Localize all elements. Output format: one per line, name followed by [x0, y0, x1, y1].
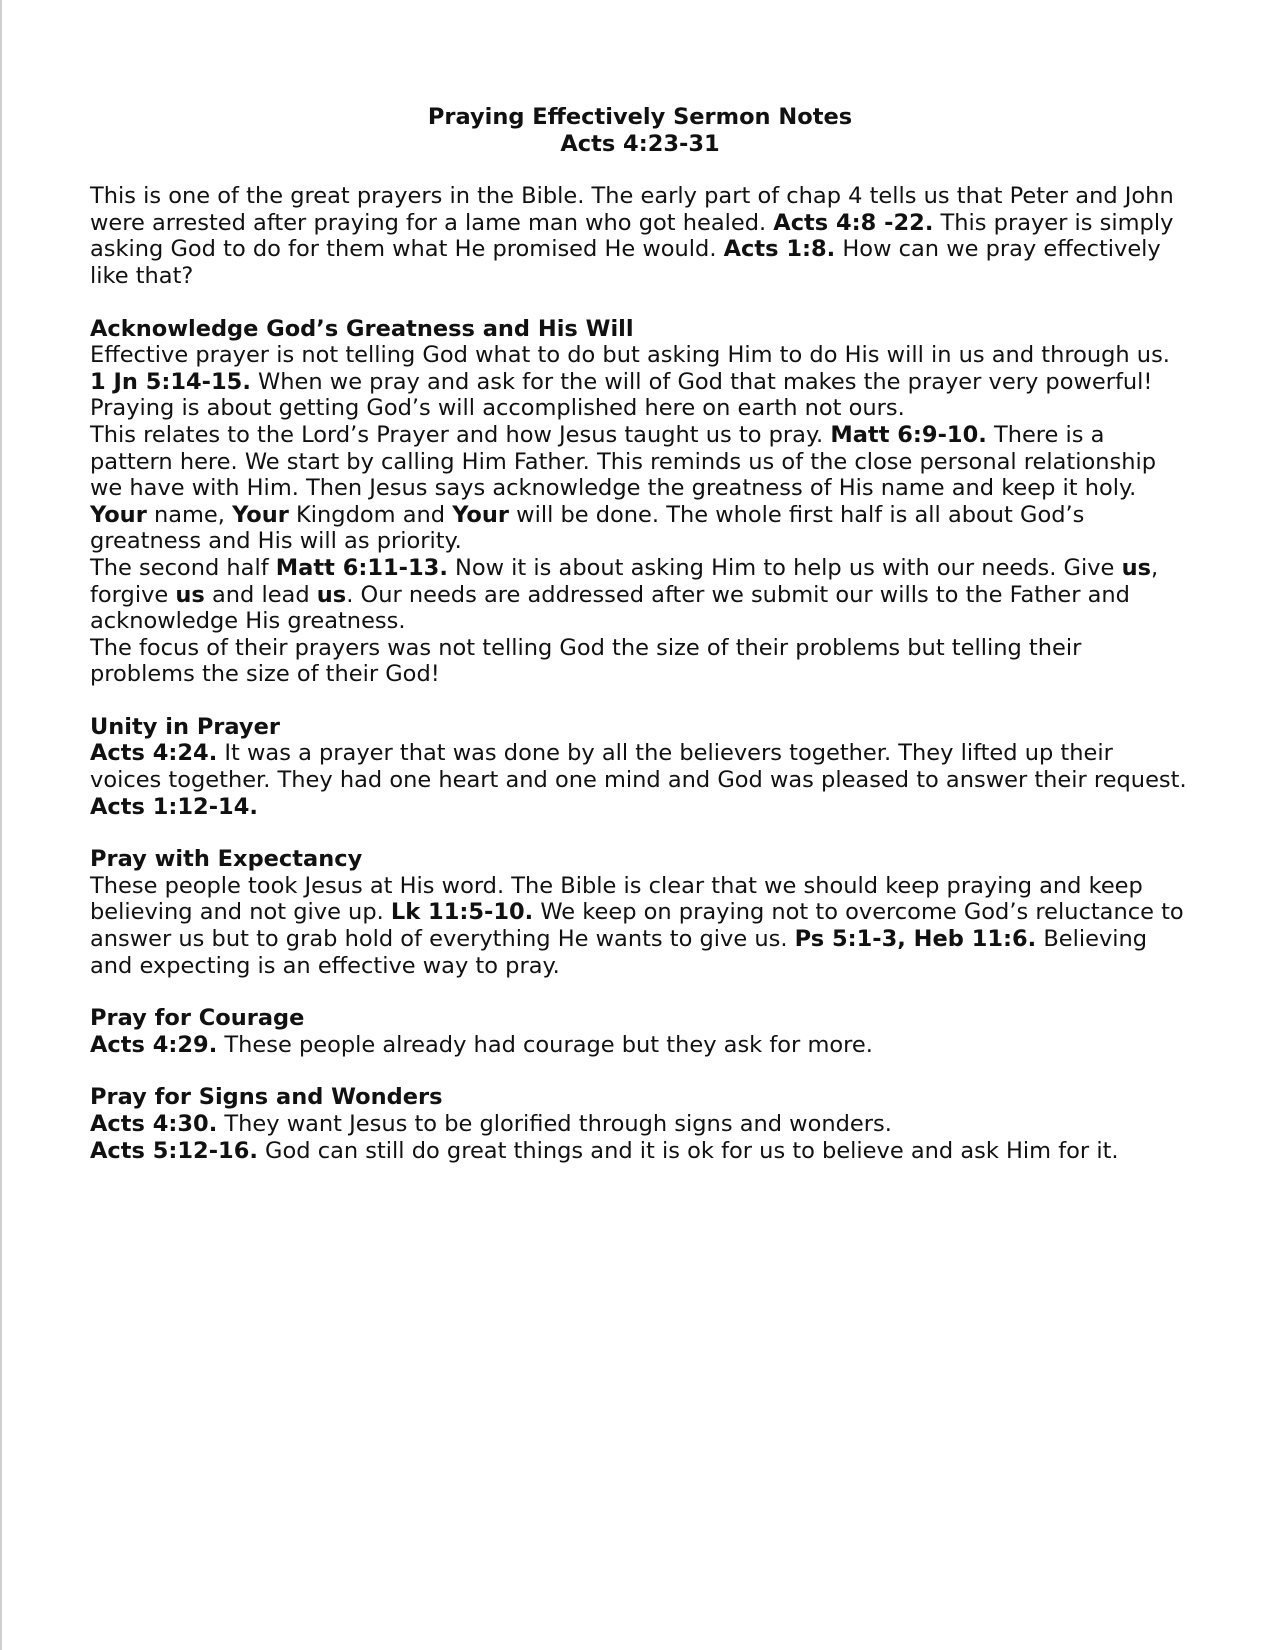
- section-paragraph: [90, 873, 1190, 979]
- scripture-reference: Matt 6:9-10.: [830, 421, 987, 448]
- text-run: , forgive: [90, 554, 1159, 608]
- scripture-reference: Acts 4:8 -22.: [773, 209, 934, 236]
- text-run: Effective prayer is not telling God what to do but asking Him to do His will in us and through us.: [90, 342, 1170, 369]
- spacer: [90, 688, 1190, 714]
- scripture-reference: Acts 1:12-14.: [90, 793, 258, 820]
- scripture-reference: 1 Jn 5:14-15.: [90, 368, 251, 395]
- text-run: This relates to the Lord’s Prayer and how Jesus taught us to pray.: [90, 421, 831, 448]
- scripture-reference: Matt 6:11-13.: [275, 554, 448, 581]
- text-run: God can still do great things and it is ok for us to believe and ask Him for it.: [257, 1137, 1119, 1164]
- section-heading: Acknowledge God’s Greatness and His Will: [90, 315, 634, 342]
- scripture-reference: Your: [452, 501, 510, 528]
- text-run: There is a pattern here. We start by calling Him Father. This reminds us of the close personal relationship we have with Him. Then Jesus says acknowledge the greatness of His name and keep it holy.: [90, 421, 1157, 502]
- scripture-reference: Acts 4:30.: [90, 1111, 218, 1137]
- text-run: Kingdom and: [288, 501, 453, 528]
- document-title: Praying Effectively Sermon Notes: [427, 104, 853, 130]
- text-run: These people already had courage but they ask for more.: [217, 1031, 873, 1058]
- text-run: name,: [146, 501, 233, 528]
- sections-container: [90, 290, 1190, 1165]
- document-body: [90, 104, 1190, 1164]
- text-run: How can we pray effectively like that?: [90, 236, 1161, 289]
- section-paragraph: [90, 422, 1190, 555]
- section-paragraph: [90, 555, 1190, 635]
- section-paragraph: [90, 1032, 1190, 1059]
- spacer: [90, 1058, 1190, 1084]
- scripture-reference: us: [316, 581, 347, 608]
- section-heading: Pray with Expectancy: [90, 846, 363, 873]
- text-run: It was a prayer that was done by all the believers together. They lifted up their voices together. They had one heart and one mind and God was pleased to answer their request.: [90, 740, 1187, 794]
- section-heading: Unity in Prayer: [90, 713, 280, 740]
- section-paragraph: [90, 1111, 1190, 1138]
- text-run: This prayer is simply asking God to do for them what He promised He would.: [90, 209, 1174, 263]
- scripture-reference: Your: [232, 501, 289, 528]
- text-run: Believing and expecting is an effective way to pray.: [90, 926, 1148, 979]
- text-run: These people took Jesus at His word. The Bible is clear that we should keep praying and keep believing and not give up.: [90, 872, 1143, 926]
- scripture-reference: us: [175, 581, 205, 608]
- scripture-reference: Your: [90, 501, 147, 528]
- text-run: will be done. The whole first half is all about God’s greatness and His will as priority.: [90, 501, 1085, 555]
- scripture-reference: Lk 11:5-10.: [390, 899, 534, 926]
- section-paragraph: [90, 342, 1190, 422]
- text-run: When we pray and ask for the will of God that makes the prayer very powerful! Praying is about getting God’s will accomplished here on earth not ours.: [90, 368, 1153, 422]
- scripture-reference: Acts 4:29.: [90, 1031, 218, 1058]
- text-run: The second half: [90, 554, 276, 581]
- scripture-reference: Ps 5:1-3, Heb 11:6.: [794, 926, 1037, 953]
- text-run: and lead: [204, 581, 317, 608]
- text-run: . Our needs are addressed after we submit our wills to the Father and acknowledge His greatness.: [90, 581, 1130, 635]
- text-run: We keep on praying not to overcome God’s reluctance to answer us but to grab hold of everything He wants to give us.: [90, 899, 1184, 953]
- intro-paragraph: [90, 183, 1190, 289]
- text-run: The focus of their prayers was not telling God the size of their problems but telling their problems the size of their God!: [90, 634, 1082, 688]
- document-subtitle: Acts 4:23-31: [560, 130, 720, 157]
- text-run: This is one of the great prayers in the Bible. The early part of chap 4 tells us that Peter and John were arrested after praying for a lame man who got healed.: [90, 183, 1174, 236]
- scripture-reference: Acts 4:24.: [90, 740, 218, 767]
- scripture-reference: us: [1121, 554, 1151, 581]
- spacer: [90, 157, 1190, 183]
- text-run: Now it is about asking Him to help us with our needs. Give: [447, 554, 1122, 581]
- section-paragraph: [90, 740, 1190, 820]
- spacer: [90, 290, 1190, 316]
- section-heading: Pray for Courage: [90, 1005, 305, 1032]
- scripture-reference: Acts 1:8.: [723, 236, 836, 263]
- section-heading: Pray for Signs and Wonders: [90, 1084, 443, 1111]
- spacer: [90, 820, 1190, 846]
- spacer: [90, 979, 1190, 1005]
- scripture-reference: Acts 5:12-16.: [90, 1137, 258, 1164]
- text-run: They want Jesus to be glorified through signs and wonders.: [217, 1111, 892, 1137]
- section-paragraph: [90, 635, 1190, 688]
- section-paragraph: [90, 1138, 1190, 1165]
